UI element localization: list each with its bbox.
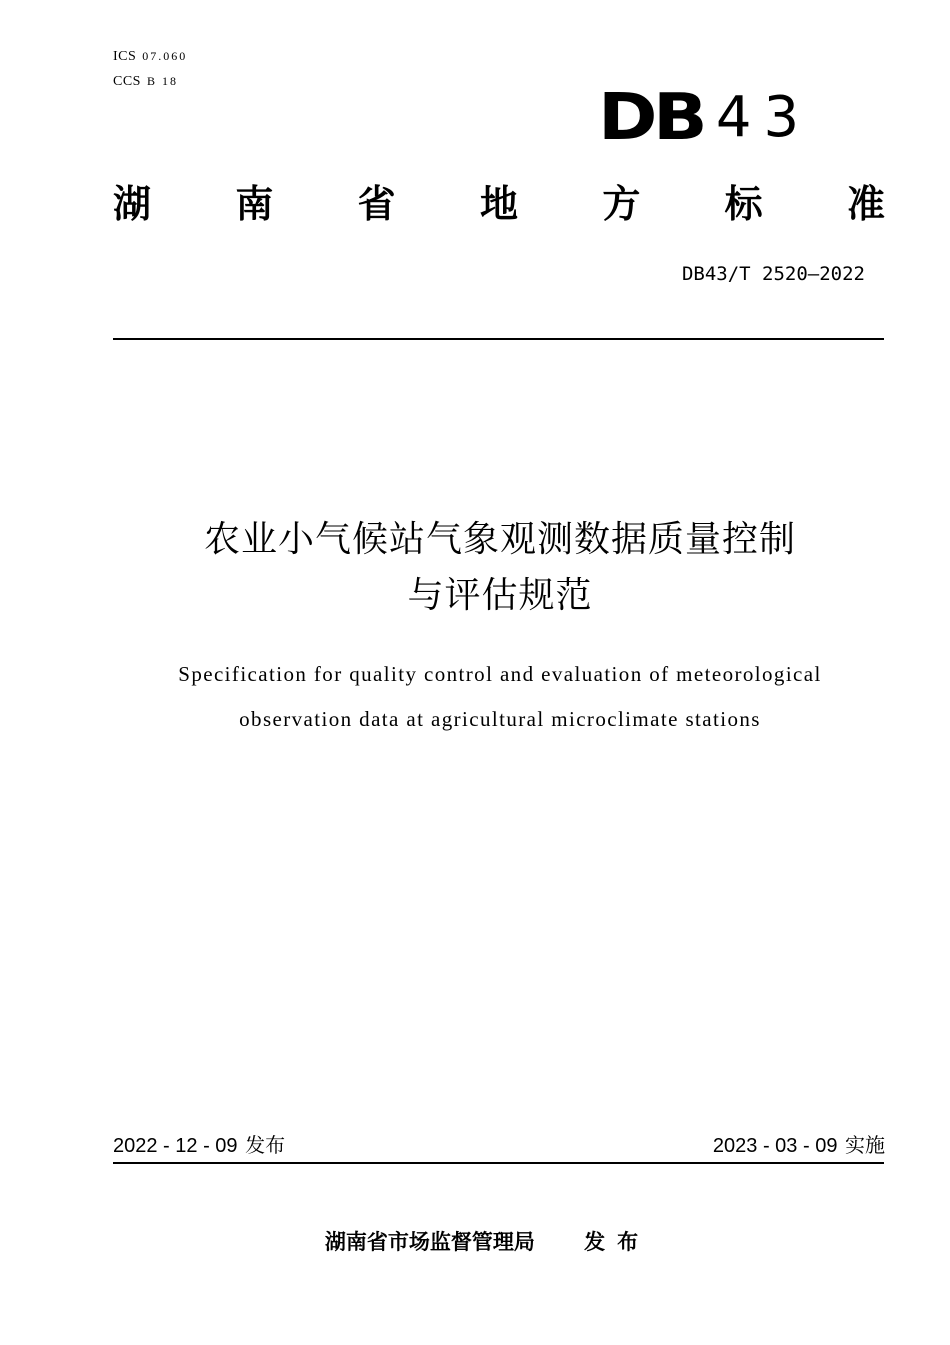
ccs-code: B 18 [146,74,178,88]
standard-type-char: 地 [479,182,518,226]
standard-type-heading [113,176,885,232]
standard-type-char: 准 [846,182,885,226]
publisher-name: 湖南省市场监督管理局 [324,1230,535,1254]
standard-type-char: 方 [602,182,641,226]
implement-label: 实施 [845,1133,885,1157]
ics-code: 07.060 [142,49,188,63]
standard-code: DB43/T 2520—2022 [681,263,865,285]
db-province-number: 43 [715,85,812,150]
top-divider [113,338,884,340]
implement-date-block [713,1130,885,1161]
chinese-title-line-2: 与评估规范 [407,575,593,616]
db-logo: DB [598,81,704,155]
ccs-line [113,69,187,94]
english-title-line-1: Specification for quality control and evaluation of meteorological [178,662,822,686]
english-title [100,652,900,742]
implement-date: 2023 - 03 - 09 [712,1135,838,1157]
standard-type-char: 南 [235,182,274,226]
publish-label: 发布 [245,1133,286,1157]
ics-label: ICS [113,49,137,64]
bottom-divider [113,1162,884,1164]
classification-codes [113,44,187,94]
chinese-title [100,512,900,624]
ccs-label: CCS [113,74,141,89]
standard-type-char: 省 [357,182,396,226]
db-standard-mark [598,81,812,155]
publisher-issue-label: 发布 [584,1230,651,1254]
publish-date: 2022 - 12 - 09 [113,1135,238,1157]
english-title-line-2: observation data at agricultural microclimate stations [239,707,761,731]
chinese-title-line-1: 农业小气候站气象观测数据质量控制 [203,519,796,560]
publisher-line [0,1226,950,1258]
ics-line [113,44,187,69]
standard-type-char: 湖 [113,182,152,226]
standard-type-char: 标 [724,182,763,226]
publish-date-block [113,1130,285,1161]
